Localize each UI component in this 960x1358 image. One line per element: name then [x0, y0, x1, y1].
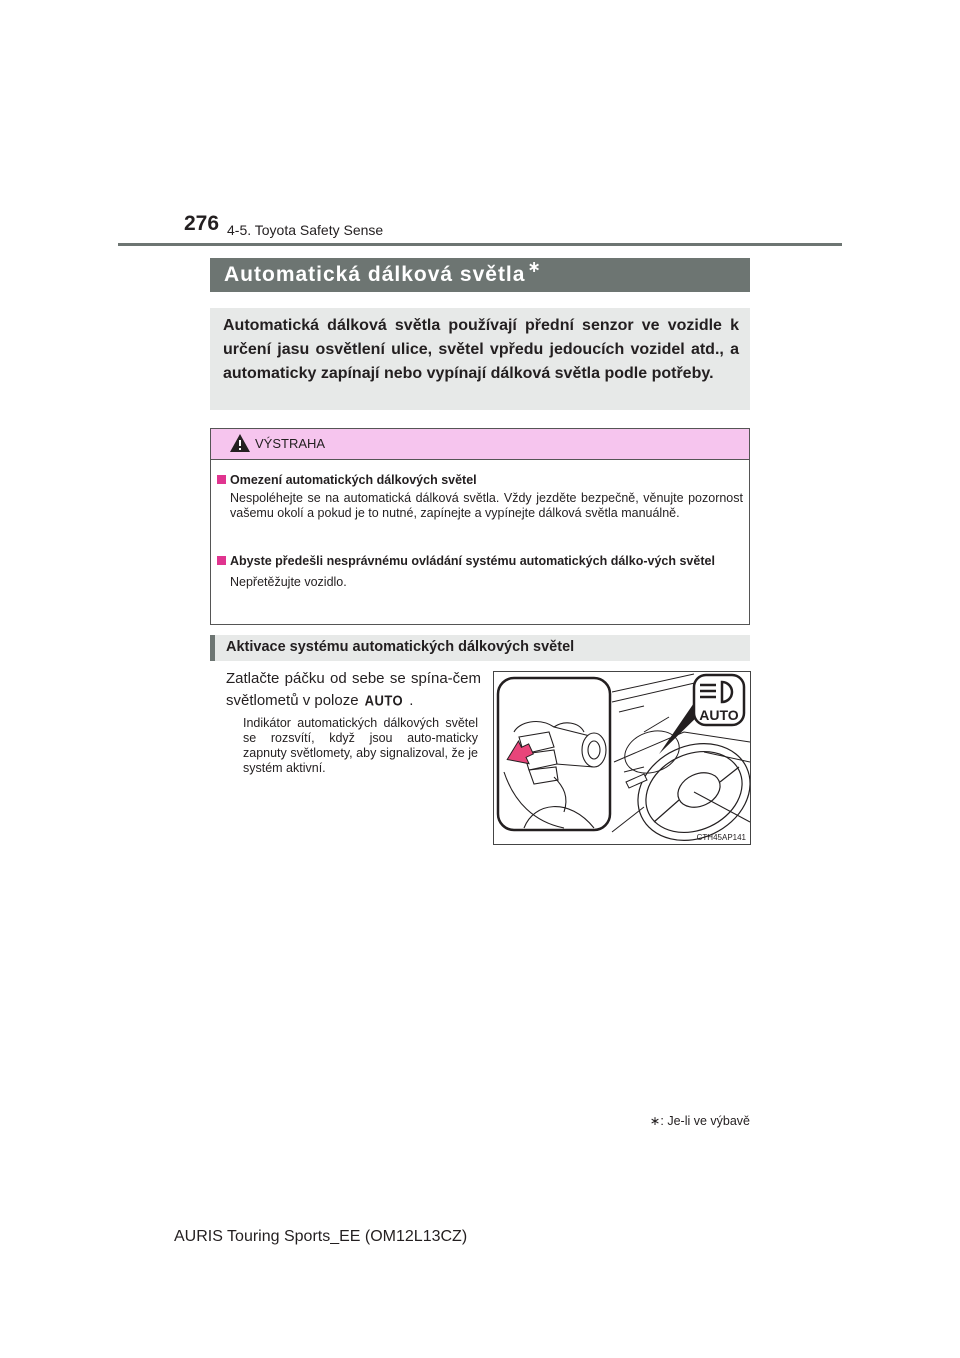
footer-manual-name: AURIS Touring Sports_EE (OM12L13CZ)	[174, 1228, 468, 1245]
warning-item-heading: Omezení automatických dálkových světel	[230, 473, 477, 487]
warning-triangle-icon	[229, 433, 251, 453]
page-number: 276	[184, 212, 220, 235]
warning-item-body: Nespoléhejte se na automatická dálková světla. Vždy jezděte bezpečně, věnujte pozornost vašemu okolí a pokud je to nutné, zapínejte a vypínejte dálková světla manuálně.	[230, 491, 743, 520]
steering-lever-illustration	[494, 672, 750, 844]
illustration-code: CTH45AP141	[696, 833, 746, 842]
footnote: ∗: Je-li ve výbavě	[649, 1114, 750, 1128]
section-label: 4-5. Toyota Safety Sense	[227, 222, 384, 238]
warning-item	[217, 473, 743, 521]
subsection-accent	[210, 635, 215, 661]
warning-item	[217, 554, 743, 590]
warning-box	[210, 428, 750, 625]
page-title-text: Automatická dálková světla	[224, 263, 526, 286]
intro-box	[210, 308, 750, 410]
bullet-square-icon	[217, 475, 226, 484]
title-asterisk: ∗	[527, 259, 542, 276]
step-text: Zatlačte páčku od sebe se spína-čem světlometů v poloze	[226, 670, 481, 709]
page-title	[224, 259, 542, 287]
warning-header	[211, 429, 749, 460]
step-note: Indikátor automatických dálkových světel se rozsvítí, když jsou auto-maticky zapnuty světlomety, aby signalizoval, že je systém aktivní.	[243, 716, 478, 775]
subsection-bar	[210, 635, 750, 661]
illustration	[493, 671, 751, 845]
bullet-square-icon	[217, 556, 226, 565]
step-instruction	[226, 668, 481, 712]
subsection-title: Aktivace systému automatických dálkových světel	[226, 639, 575, 655]
intro-text: Automatická dálková světla používají přední senzor ve vozidle k určení jasu osvětlení ulice, světel vpředu jedoucích vozidel atd., a automaticky zapínají nebo vypínají dálková světla podle potřeby.	[223, 317, 739, 382]
indicator-auto-label: AUTO	[699, 707, 739, 723]
warning-item-heading: Abyste předešli nesprávnému ovládání systému automatických dálko-vých světel	[230, 554, 715, 568]
warning-label: VÝSTRAHA	[255, 436, 326, 451]
header-rule	[118, 243, 842, 246]
step-text-end: .	[409, 692, 414, 709]
title-bar	[210, 258, 750, 292]
auto-badge-icon: AUTO	[364, 691, 404, 710]
warning-item-body: Nepřetěžujte vozidlo.	[230, 575, 347, 589]
